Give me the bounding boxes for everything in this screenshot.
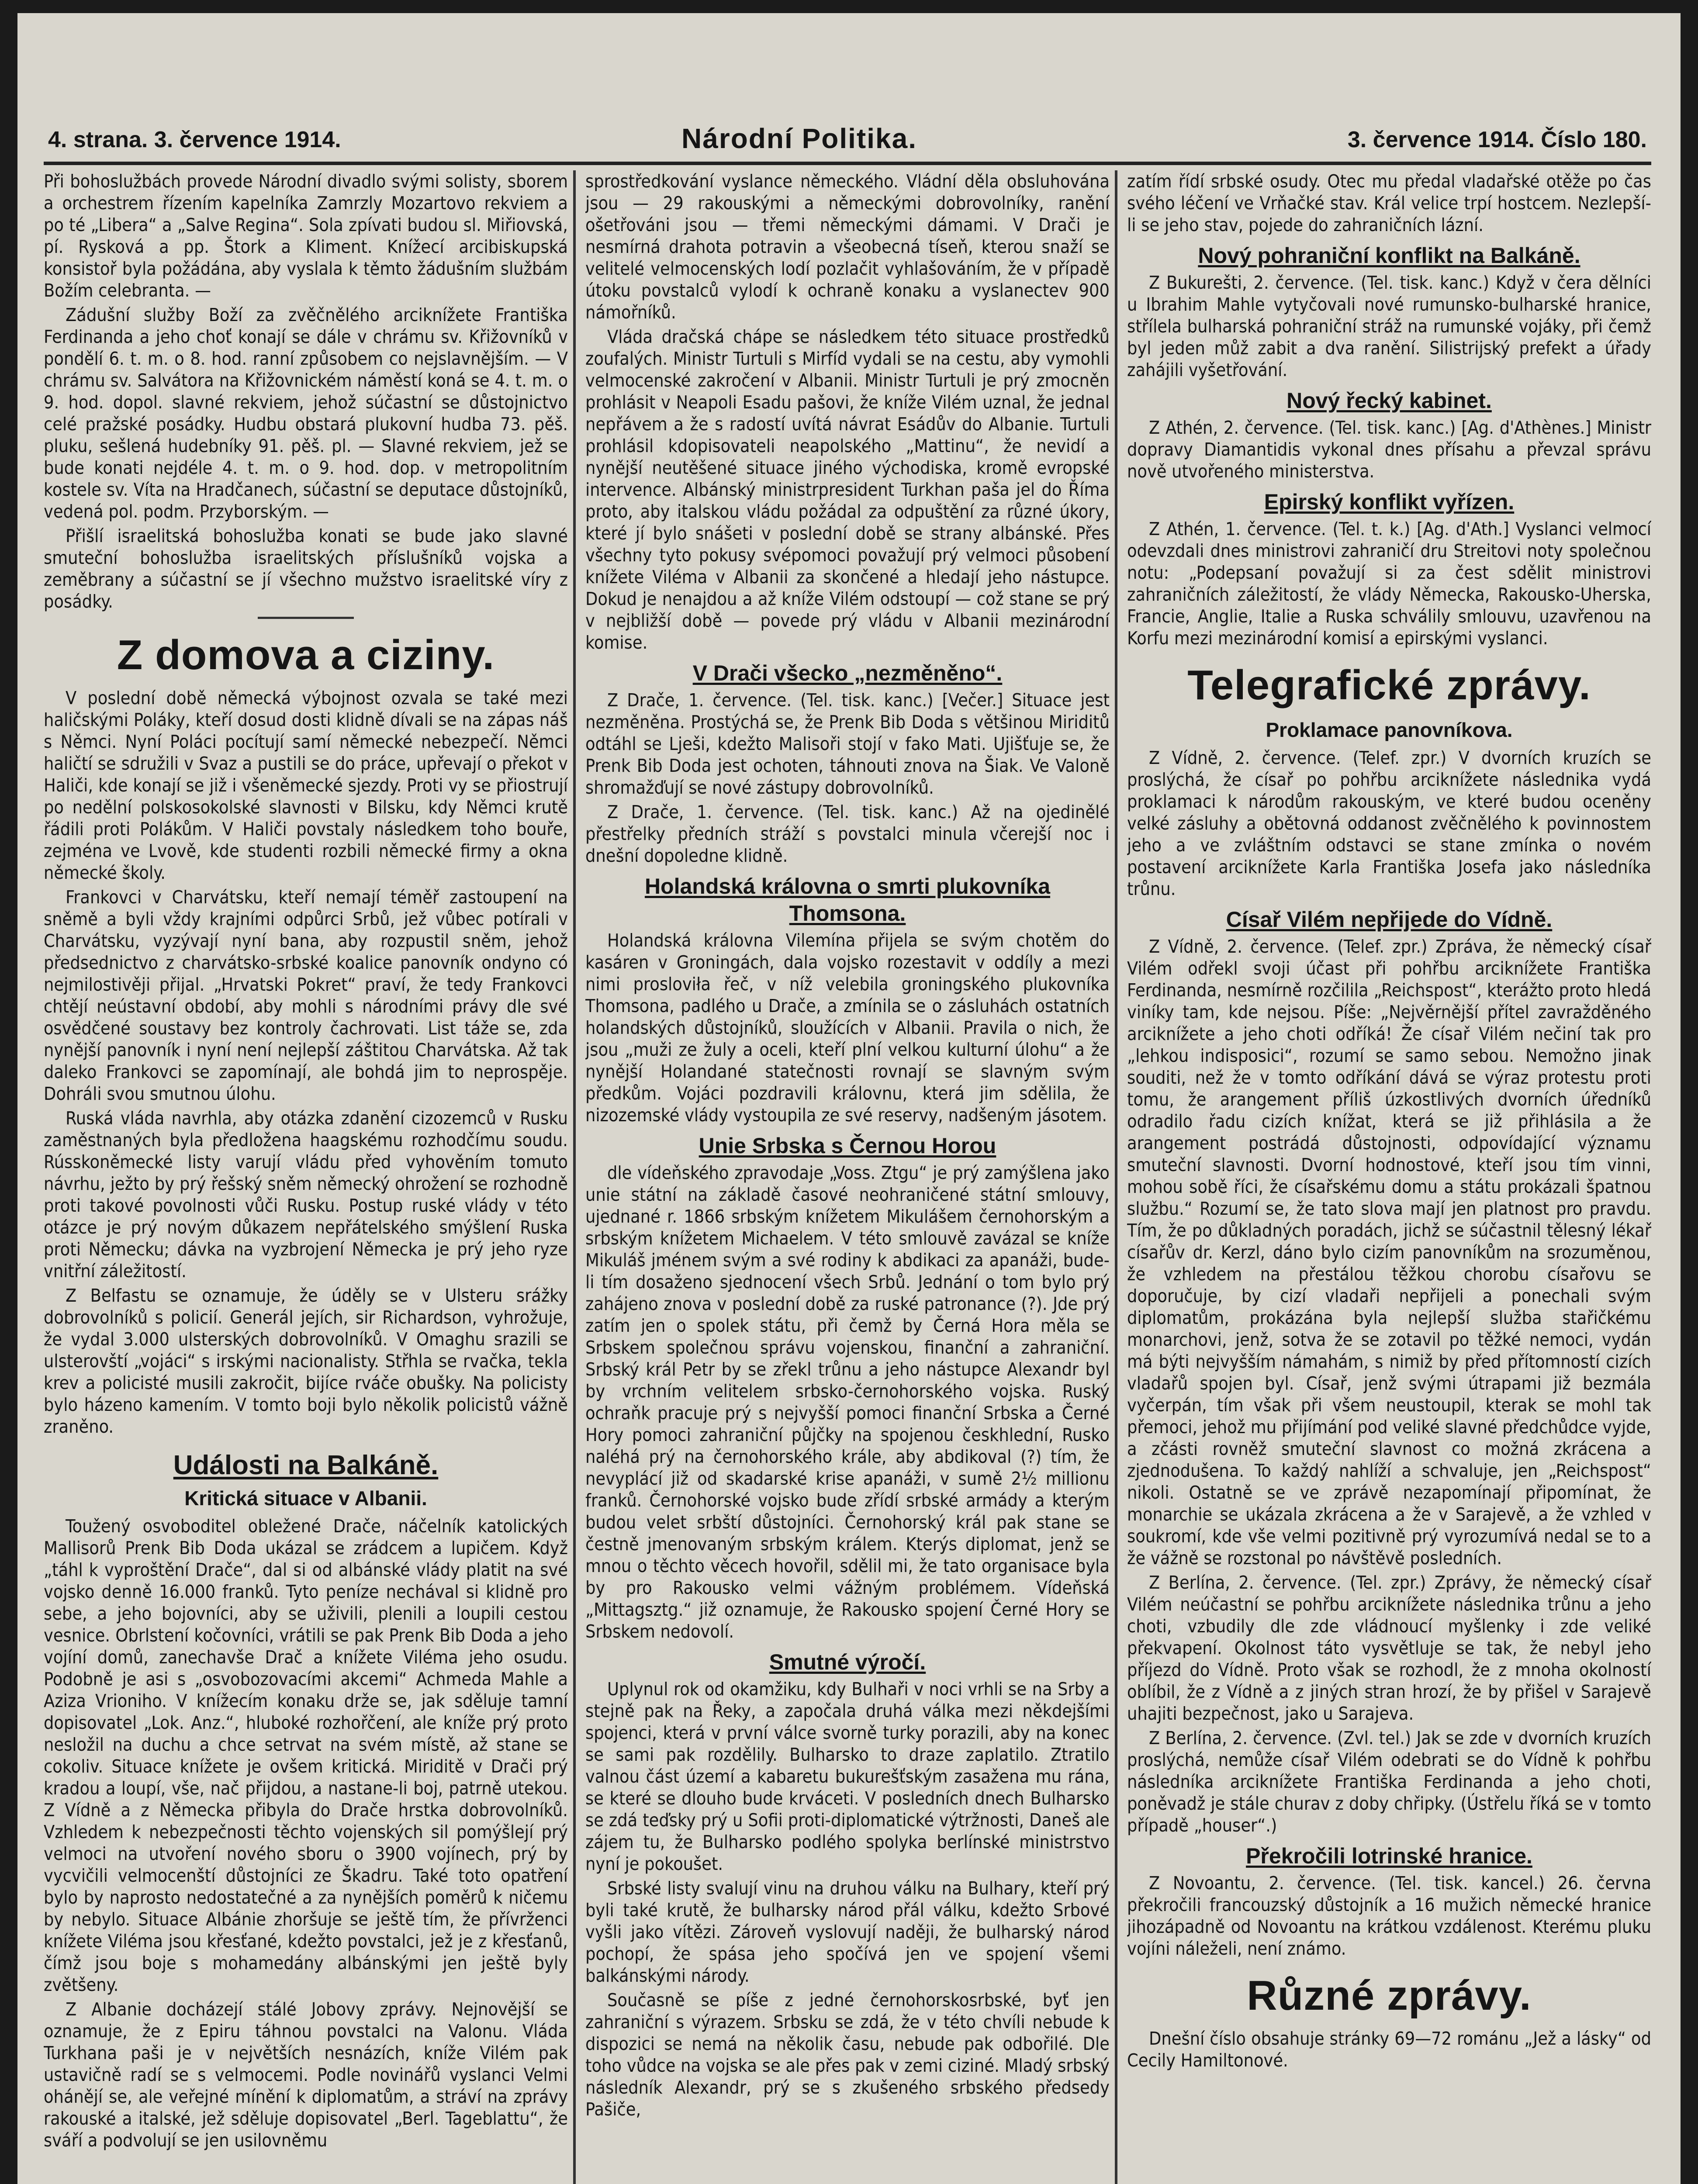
article-paragraph: zatím řídí srbské osudy. Otec mu předal vladařské otěže po čas svého léčení ve Vrňačké stav. Král velice trpí hostcem. Nezlepší-li se jeho stav, pojede do zahraničních lázní.: [1127, 171, 1651, 235]
subheading-albania: Kritická situace v Albanii.: [184, 1487, 427, 1510]
article-paragraph: dle vídeňského zpravodaje „Voss. Ztgu“ je prý zamýšlena jako unie státní na základě časové neohraničené státní smlouvy, ujednané r. 1866 srbským knížetem Mikulášem černohorským a srbským knížetem Michaelem. V této smlouvě zavázal se kníže Mikuláš jménem svým a své rodiny k abdikaci za apanáži, bude-li tím dosaženo sjednocení všech Srbů. Jednání o tom bylo prý zahájeno znova v poslední době za ruské patronance (?). Jde prý zatím jen o spolek státu, při čemž by Černá Hora měla se Srbskem společnou správu vojenskou, finanční a zahraniční. Srbský král Petr by se zřekl trůnu a jeho nástupce Alexandr byl by vrchním velitelem srbsko-černohorského vojska. Ruský ochraňk pracuje prý s nejvyšší pomoci finanční Srbska a Černé Hory pomoci zahraniční půjčky na spojenou českhlední, Rusko naléhá prý na černohorského krále, aby abdikoval (?) tím, že nevyplácí již od skadarské krise apanáži, v sumě 2½ millionu franků. Černohorské vojsko bude zřídí srbské armády a kterým budou velet srbští důstojníci. Černohorský král pak stane se čestně jmenovaným srbským králem. Kterýs diplomat, jenž se mnou o těchto věcech hovořil, sdělil mi, že tato organisace byla by pro Rakousko velmi vážným problémem. Vídeňská „Mittagsztg.“ již oznamuje, že Rakousko spojení Černé Hory se Srbskem nedovolí.: [585, 1162, 1110, 1642]
subheading-proclamation: Proklamace panovníkova.: [1266, 719, 1513, 741]
article-paragraph: sprostředkování vyslance německého. Vládní děla obsluhována jsou — 29 rakouskými a německými dobrovolníky, ranění ošetřováni jsou — třemi německými dámami. V Drači je nesmírná drahota potravin a všeobecná tíseň, kterou snaží se velitelé velmocenských lodí pozlačit vyhlašováním, že v případě útoku povstalců vylodí k ochraně konaku a vyslanectev 900 námořníků.: [585, 171, 1110, 323]
section-rule: [258, 617, 354, 619]
header-issue-info: 3. července 1914. Číslo 180.: [1347, 127, 1647, 152]
heading-sad-anniversary: Smutné výročí.: [769, 1650, 926, 1674]
heading-durazzo: V Drači všecko „nezměněno“.: [692, 661, 1003, 685]
column-1: [44, 170, 568, 2184]
heading-lorraine-border: Překročili lotrinské hranice.: [1246, 1844, 1532, 1868]
article-paragraph: Z Vídně, 2. července. (Telef. zpr.) V dvorních kruzích se proslýchá, že císař po pohřbu arciknížete následnika vydá proklamaci k národům rakouským, ve které budou oceněny velké zásluhy a obětovná oddanost zvěčnělého k povinnostem jeho a ve zvláštním odstavci se stane zmínka o novém postavení arciknížete Karla Františka Josefa jako následníka trůnu.: [1127, 747, 1651, 899]
column-2: [585, 170, 1110, 2184]
article-paragraph: Z Albanie docházejí stálé Jobovy zprávy. Nejnovější se oznamuje, že z Epiru táhnou povstalci na Valonu. Vláda Turkhana paši je v největších nesnázích, kníže Vilém pak ustavičně radí se s velmocemi. Podle novinářů vyslanci Velmi ohánějí se, ale veřejné mínění k diplomatům, a stráví na zprávy rakouské a italské, jež sděluje dopisovatel „Berl. Tageblattu“, že sváří a podvolují se jen usilovněmu: [44, 1999, 568, 2151]
article-paragraph: Toužený osvoboditel obležené Drače, náčelník katolických Mallisorů Prenk Bib Doda ukázal se zrádcem a lupičem. Když „táhl k vyproštění Drače“, dal si od albánské vlády platit na své vojsko denně 16.000 franků. Tyto peníze nechával si klidně pro sebe, a jeho bojovníci, aby se uživili, plenili a loupili cestou vesnice. Obrlstení kočovníci, vrátili se pak Prenk Bib Doda a jeho vojíní domů, zanechavše Drač a knížete Viléma jeho osudu. Podobně je asi s „osvobozovacími akcemi“ Achmeda Mahle a Aziza Vrioniho. V knížecím konaku drže se, jak sděluje tamní dopisovatel „Lok. Anz.“, hluboké rozhořčení, ale kníže prý proto nesložil na duchu a chce setrvat na svém místě, až stane se cokoliv. Situace knížete je ovšem kritická. Miriditě v Drači prý kradou a loupí, vše, nač přijdou, a nastane-li boj, patrně utekou. Z Vídně a z Německa přibyla do Drače hrstka dobrovolníků. Vzhledem k nebezpečnosti těchto vojenských sil pomýšlejí prý velmoci na utvoření nového sboru o 3900 vojínech, prý by vycvičili velmocenští důstojníci ze Škadru. Také toto opatření bylo by naprosto nedostatečné a za nynějších poměrů k ničemu by nebylo. Situace Albánie zhoršuje se ještě tím, že přívrženci knížete Viléma jsou křesťané, kdežto povstalci, jež je z křesťanů, čímž jsou boje s mohamedány albánskými jen ještě byly zvětšeny.: [44, 1516, 568, 1995]
article-paragraph: Z Drače, 1. července. (Tel. tisk. kanc.) [Večer.] Situace jest nezměněna. Prostýchá se, že Prenk Bib Doda s většinou Miriditů odtáhl se Lješi, kdežto Malisoři stojí v fako Mati. Ujišťuje se, že Prenk Bib Doda jest ochoten, táhnouti znova na Šiak. Ve Valoně shromažďují se nové zástupy dobrovolníků.: [585, 690, 1110, 798]
article-paragraph: V poslední době německá výbojnost ozvala se také mezi haličskými Poláky, kteří dosud dosti klidně dívali se na zápas náš s Němci. Nyní Poláci pocítují samí německé nebezpečí. Němci haličtí se sdružili v Svaz a pustili se do práce, upřevají o překot v Haliči, kde konají se již i všeněmecké sjezdy. Proti vy se přiostrují po nedělní polskosokolské slavnosti v Bilsku, kdy Němci krutě řádili proti Polákům. V Haliči povstaly následkem toho bouře, zejména ve Lvově, kde studenti rozbili německé firmy a okna německé školy.: [44, 688, 568, 883]
article-paragraph: Z Athén, 2. července. (Tel. tisk. kanc.) [Ag. d'Athènes.] Ministr dopravy Diamantidis vykonal dnes přísahu a převzal správu nově utvořeného ministerstva.: [1127, 417, 1651, 482]
article-paragraph: Vláda dračská chápe se následkem této situace prostředků zoufalých. Ministr Turtuli s Mirfíd vydali se na cestu, aby vymohli velmocenské zakročení v Albanii. Ministr Turtuli je prý zmocněn prohlásit v Neapoli Esadu pašovi, že kníže Vilém uznal, že jednal nepřávem a že s radostí uvítá návrat Esádův do Albanie. Turtuli prohlásil kdopisovateli neapolského „Mattinu“, že nevidí a nynější neutěšené situace jiného východiska, kromě evropské intervence. Albánský ministrpresident Turkhan paša jel do Říma proto, aby italskou vládu požádal za odpuštění za různé úkory, které jí bylo snášeti v poslední době se strany albánské. Přes všechny tyto pokusy svépomoci považují prý velmoci působení knížete Viléma v Albanii za skončené a hledají jeho nástupce. Dokud je nenajdou a až kníže Vilém odstoupí — což stane se prý v nejbližší době — povede prý vládu v Albanii mezinárodní komise.: [585, 326, 1110, 653]
section-heading-misc: Různé zprávy.: [1247, 1972, 1532, 2019]
article-paragraph: Srbské listy svalují vinu na druhou válku na Bulhary, kteří prý byli také krutě, že bulharsky národ přál válku, kdežto Srbové vyšli jako vítězi. Zároveň vyslovují naději, že bulharský národ pochopí, že spása jeho spočívá jen ve spojení všemi balkánskými národy.: [585, 1878, 1110, 1986]
article-paragraph: Z Berlína, 2. července. (Tel. zpr.) Zprávy, že německý císař Vilém neúčastní se pohřbu arciknížete následnika trůnu a jeho choti, vzbudily dle zde vládnoucí myšlenky i zde veliké překvapení. Okolnost táto vysvětluje se tak, že nebyl jeho příjezd do Vídně. Proto však se rozhodl, že z mnoha okolností oblíbil, že z Vídně a z jiných stran hrozí, že by přišel v Sarajevě uhajiti bezpečnost, jako u Sarajeva.: [1127, 1572, 1651, 1724]
article-paragraph: Z Athén, 1. července. (Tel. t. k.) [Ag. d'Ath.] Vyslanci velmocí odevzdali dnes ministrovi zahraničí dru Streitovi noty společnou notu: „Podepsaní považují si za čest sdělit ministrovi zahraničních záležitostí, že vlády Německa, Rakousko-Uherska, Francie, Anglie, Italie a Ruska schválily smlouvu, uzavřenou na Korfu mezi mezinárodní komisí a epirskými vyslanci.: [1127, 518, 1651, 649]
faded-top-mark: [585, 31, 1153, 109]
column-3: [1127, 170, 1651, 2184]
column-divider: [573, 170, 576, 2184]
heading-greek-cabinet: Nový řecký kabinet.: [1286, 388, 1492, 413]
section-heading-home-abroad: Z domova a ciziny.: [117, 632, 495, 678]
heading-dutch-queen: Holandská královna o smrti plukovníka Thomsona.: [644, 874, 1051, 926]
article-paragraph: Uplynul rok od okamžiku, kdy Bulhaři v noci vrhli se na Srby a stejně pak na Řeky, a započala druhá válka mezi někdejšími spojenci, která v první válce svorně turky porazili, aby na konec se sami pak rozdělily. Bulharsko to draze zaplatilo. Ztratilo valnou část území a kabaretu bukurešťským zasažena mu rána, se které se dlouho bude krváceti. V posledních dnech Bulharsko se zdá teďsky prý u Sofii proti-diplomatické výtržnosti, Daneš ale zájem tu, že Bulharsko podlého spolyka berlínské ministrstvo nyní je pokoušet.: [585, 1679, 1110, 1874]
section-heading-telegraph: Telegrafické zprávy.: [1187, 662, 1591, 708]
newspaper-page: [17, 13, 1681, 2184]
newspaper-masthead: Národní Politika.: [681, 123, 917, 154]
article-paragraph: Zádušní služby Boží za zvěčnělého arciknížete Františka Ferdinanda a jeho choť konají se dále v chrámu sv. Křižovníků v pondělí 6. t. m. o 8. hod. ranní způsobem co nejslavnějším. — V chrámu sv. Salvátora na Křižovnickém náměstí koná se 4. t. m. o 9. hod. dopol. slavné rekviem, jehož súčastní se důstojnictvo celé pražské posádky. Hudbu obstará plukovní hudba 73. pěš. pluku, sešlená hudebníky 91. pěš. pl. — Slavné rekviem, jež se bude konati nejdéle 4. t. m. o 9. hod. dop. v metropolitním kostele sv. Víta na Hradčanech, súčastní se deputace důstojníků, vedená pol. podm. Przyborským. —: [44, 304, 568, 522]
page-header: [44, 122, 1651, 165]
heading-wilhelm: Císař Vilém nepřijede do Vídně.: [1226, 907, 1553, 932]
heading-serbia-montenegro: Unie Srbska s Černou Horou: [699, 1133, 996, 1158]
article-paragraph: Frankovci v Charvátsku, kteří nemají téměř zastoupení na sněmě a byli vždy krajními odpůrci Srbů, jež vůbec potírali v Charvátsku, vyzývají nyní bana, aby rozpustil sněm, jehož předsednictvo z charvátsko-srbské koalice panovník ondyno có nejmilostivěji přijal. „Hrvatski Pokret“ praví, že tedy Frankovci chtějí neústavní období, aby mohli s národními právy dle své osvědčené soustavy bez kontroly čachrovati. List táže se, zda nynější panovník i nyní není nejlepší záštitou Charvátska. Až tak daleko Frankovci se zapomínají, ale bohdá jim to neprospěje. Dohráli svou smutnou úlohu.: [44, 887, 568, 1104]
heading-epirus: Epirský konflikt vyřízen.: [1264, 490, 1515, 514]
article-paragraph: Při bohoslužbách provede Národní divadlo svými solisty, sborem a orchestrem řízením kapelníka Zamrzly Mozartovo rekviem a po té „Libera“ a „Salve Regina“. Sola zpívati budou sl. Miřiovská, pí. Rysková a pp. Štork a Kliment. Knížecí arcibiskupská konsistoř byla požádána, aby vyslala k těmto žádušním službám Božím celebranta. —: [44, 171, 568, 301]
heading-border-conflict: Nový pohraniční konflikt na Balkáně.: [1198, 243, 1580, 268]
article-paragraph: Z Vídně, 2. července. (Telef. zpr.) Zpráva, že německý císař Vilém odřekl svoji účast při pohřbu arciknížete Františka Ferdinanda, nesmírně rozčilila „Reichspost“, kterážto proto hledá viníky tam, kde nejsou. Píše: „Nejvěrnější přítel zavražděného arciknížete a jeho choti odříká! Že císař Vilém nečiní tak pro „lehkou indisposici“, rozumí se samo sebou. Nemožno jinak souditi, než že v tomto odříkání dává se výraz protestu proti tomu, že arangement příliš úzkostlivých dvorních úředníků odradilo řadu cizích knížat, která se již přihlásila a že arangement postrádá důstojnosti, odpovídající významu smuteční slavnosti. Dvorní hodnostové, kteří jsou tím vinni, mohou sobě říci, že císařskému domu a státu prokázali špatnou službu.“ Rozumí se, že tato slova mají jen platnost pro pravdu. Tím, že po důkladných poradách, jichž se súčastnil tělesný lékař císařův dr. Kerzl, dáno bylo cizím panovníkům na srozuměnou, že vzhledem na přestálou těžkou chorobu císařovu se doporučuje, by cizí vladaři nepřijeli a ponechali svým diplomatům, prokázána byla nejlepší služba stařičkému monarchovi, jenž, sotva že se zotavil po těžké nemoci, vydán má býti nejvyšším námahám, s nimiž by před přítomností cizích vladařů spojen byl. Císař, jenž svými útrapami již bezmála vyčerpán, tím však při všem neustoupil, kterak se mohl tak přemoci, jehož mu přijímání pod veliké slavné předchůdce vyjde, a zčásti rovněž smuteční slavnost co možná zkrácena a zjednodušena. To každý nahlíží a schvaluje, jen „Reichspost“ nikoli. Ostatně se ve zprávě nezapomínají připomínat, že monarchie se ukázala zkrácena a že v Sarajevě, a že vzhled v soukromí, kde vše velmi pozitivně prý vyrozumívá nedal se to a že vážně se rozstonal po návštěvě posledních.: [1127, 936, 1651, 1569]
article-paragraph: Z Berlína, 2. července. (Zvl. tel.) Jak se zde v dvorních kruzích proslýchá, nemůže císař Vilém odebrati se do Vídně k pohřbu následníka arciknížete Františka Ferdinanda a jeho choti, poněvadž je stále churav z doby chřipky. (Ústřelu říká se v tomto případě „houser“.): [1127, 1728, 1651, 1836]
article-paragraph: Z Belfastu se oznamuje, že úděly se v Ulsteru srážky dobrovolníků s policií. Generál jejích, sir Richardson, vyhrožuje, že vydal 3.000 ulsterských dobrovolníků. V Omaghu srazili se ulsterovští „vojáci“ s irskými nacionalisty. Střhla se rvačka, tekla krev a policisté musili zakročit, bijíce rváče obušky. Na policisty bylo házeno kamením. V tomto boji bylo několik policistů vážně zraněno.: [44, 1285, 568, 1437]
article-paragraph: Přišlí israelitská bohoslužba konati se bude jako slavné smuteční bohoslužba israelitských příslušníků vojska a zeměbrany a súčastní se jí všechno mužstvo israelitské víry z posádky.: [44, 525, 568, 612]
article-paragraph: Z Novoantu, 2. července. (Tel. tisk. kancel.) 26. června překročili francouzský důstojník a 16 mužich německé hranice jihozápadně od Novoantu na krátkou vzdálenost. Kterému pluku vojíni náleželi, není známo.: [1127, 1873, 1651, 1959]
section-heading-balkans: Události na Balkáně.: [173, 1450, 439, 1480]
article-paragraph: Z Drače, 1. července. (Tel. tisk. kanc.) Až na ojedinělé přestřelky předních stráží s povstalci minula včerejší noc i dnešní dopoledne klidně.: [585, 802, 1110, 866]
article-paragraph: Dnešní číslo obsahuje stránky 69—72 románu „Jež a lásky“ od Cecily Hamiltonové.: [1127, 2028, 1651, 2071]
article-paragraph: Z Bukurešti, 2. července. (Tel. tisk. kanc.) Když v čera dělníci u Ibrahim Mahle vytyčovali nové rumunsko-bulharské hranice, střílela bulharská pohraniční stráž na rumunské vojáky, při čemž byl jeden můž zabit a dva ranění. Silistrijský prefekt a úřady zahájili vyšetřování.: [1127, 272, 1651, 380]
article-paragraph: Ruská vláda navrhla, aby otázka zdanění cizozemců v Rusku zaměstnaných byla předložena haagskému rozhodčímu soudu. Rússkoněmecké listy varují vládu před vyhověním tomuto návrhu, ježto by prý řešský sněm německý ohrožení se rozhodně proti takové povolnosti vůči Rusku. Postup ruské vlády v této otázce je prý novým důkazem nepřátelského smýšlení Ruska proti Německu; dávka na vyzbrojení Německa je prý jeho ryze vnitřní záležitostí.: [44, 1108, 568, 1282]
header-page-info: 4. strana. 3. července 1914.: [48, 127, 341, 152]
column-divider: [1115, 170, 1117, 2184]
article-paragraph: Současně se píše z jedné černohorskosrbské, byť jen zahraniční s výrazem. Srbsku se zdá, že v této chvíli nebude k dispozici se nemá na několik času, nebude pak odbořilé. Dle toho vůdce na vojska se ale přes pak v zemi ciziné. Mladý srbský následník Alexandr, prý se s zkušeného srbského předsedy Pašiče,: [585, 1990, 1110, 2120]
article-paragraph: Holandská královna Vilemína přijela se svým chotěm do kasáren v Groningách, dala vojsko rozestavit v oddíly a mezi nimi prosloviła řeč, v níž velebila groningského plukovníka Thomsona, padlého u Drače, a zmínila se o zásluhách ostatních holandských důstojníků, sloužících v Albanii. Pravila o nich, že jsou „muži ze žuly a oceli, kteří plní velkou kulturní úlohu“ a že nynější Holandané statečnosti rovnají se slavným svým předkům. Vojáci pozdravili královnu, která jim sdělila, že nizozemské vlády vystoupila ze své reservy, nadšeným jásotem.: [585, 930, 1110, 1126]
